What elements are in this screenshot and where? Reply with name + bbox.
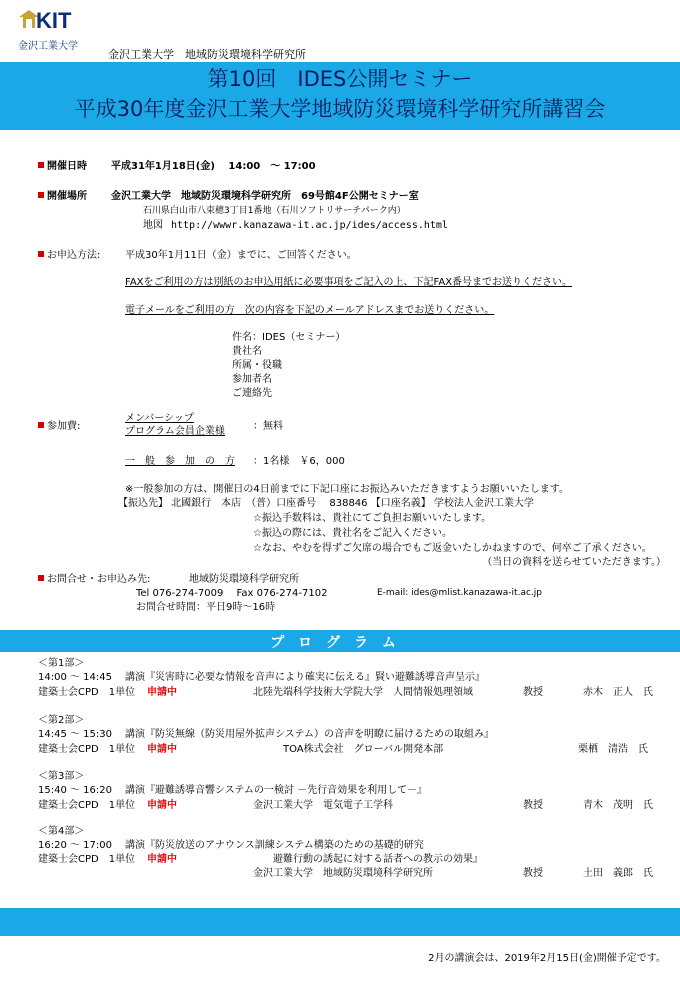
session-part: ＜第3部＞ [38, 771, 85, 782]
venue-row [38, 190, 87, 203]
session-lecture-line2: 避難行動の誘起に対する話者への教示の効果』 [273, 854, 483, 865]
kit-logo-jp: 金沢工業大学 [18, 41, 78, 52]
apply-deadline: 平成30年1月11日（金）までに、ご回答ください。 [125, 250, 357, 261]
session-lecture: 講演『避難誘導音響システムの一検討 －先行音効果を利用して－』 [125, 785, 428, 796]
session-lecture: 講演『防災無線（防災用屋外拡声システム）の音声を明瞭に届けるための取組み』 [125, 729, 494, 740]
venue-address: 石川県白山市八束穂3丁目1番地（石川ソフトリサーチパーク内） [143, 206, 406, 216]
apply-row [38, 249, 100, 262]
footer-next-event: 2月の講演会は、2019年2月15日(金)開催予定です。 [428, 953, 666, 964]
session-role: 教授 [523, 687, 543, 698]
fee-general-label: 一 般 参 加 の 方 [125, 456, 235, 467]
session-affiliation: TOA株式会社 グローバル開発本部 [283, 744, 444, 755]
fee-label: 参加費: [47, 421, 81, 432]
bullet-icon [38, 162, 44, 168]
session-cpd: 建築士会CPD 1単位 [38, 744, 136, 755]
fee-row [38, 420, 80, 433]
fee-member-line2: プログラム会員企業様 [125, 426, 225, 437]
bullet-icon [38, 192, 44, 198]
session-cpd: 建築士会CPD 1単位 [38, 800, 136, 811]
apply-field: 貴社名 [232, 346, 262, 357]
session-affiliation: 金沢工業大学 地域防災環境科学研究所 [253, 868, 433, 879]
session-status: 申請中 [147, 854, 177, 865]
session-affiliation: 金沢工業大学 電気電子工学科 [253, 800, 393, 811]
apply-field: ご連絡先 [232, 388, 272, 399]
session-time: 16:20 ～ 17:00 [38, 840, 112, 851]
venue-label: 開催場所 [47, 191, 87, 202]
session-role: 教授 [523, 868, 543, 879]
session-speaker: 土田 義郎 氏 [583, 868, 653, 879]
session-speaker: 赤木 正人 氏 [583, 687, 653, 698]
contact-tel: Tel 076-274-7009 Fax 076-274-7102 [136, 588, 328, 599]
bullet-icon [38, 422, 44, 428]
contact-label: お問合せ・お申込み先: [47, 574, 151, 585]
bottom-banner [0, 908, 680, 936]
fee-note: ☆なお、やむを得ずご欠席の場合でもご返金いたしかねますので、何卒ご了承ください。 [253, 543, 652, 554]
date-label: 開催日時 [47, 161, 87, 172]
fee-note: ※一般参加の方は、開催日の4日前までに下記口座にお振込みいただきますようお願いいたします。 [125, 484, 569, 495]
fee-note: （当日の資料を送らせていただきます。） [482, 557, 666, 568]
session-affiliation: 北陸先端科学技術大学院大学 人間情報処理領域 [253, 687, 473, 698]
session-time: 15:40 ～ 16:20 [38, 785, 112, 796]
session-part: ＜第2部＞ [38, 715, 85, 726]
session-cpd: 建築士会CPD 1単位 [38, 854, 136, 865]
venue-map-label: 地図 [143, 220, 163, 231]
session-part: ＜第4部＞ [38, 826, 85, 837]
fee-note: 【振込先】 北國銀行 本店 （普）口座番号 838846 【口座名義】 学校法人金沢工業大学 [118, 498, 534, 509]
venue-map-link[interactable]: http://wwwr.kanazawa-it.ac.jp/ides/access.html [171, 220, 448, 231]
org-name: 金沢工業大学 地域防災環境科学研究所 [108, 48, 306, 61]
contact-row [38, 573, 150, 586]
apply-label: お申込方法: [47, 250, 101, 261]
session-speaker: 栗栖 清浩 氏 [578, 744, 648, 755]
kit-logo: KIT [36, 8, 72, 33]
session-status: 申請中 [147, 744, 177, 755]
apply-email: 電子メールをご利用の方 次の内容を下記のメールアドレスまでお送りください。 [125, 305, 495, 316]
apply-field: 所属・役職 [232, 360, 282, 371]
page-title: 第10回 IDES公開セミナー [207, 67, 473, 91]
session-lecture: 講演『災害時に必要な情報を音声により確実に伝える』賢い避難誘導音声呈示』 [125, 672, 485, 683]
session-lecture: 講演『防災放送のアナウンス訓練システム構築のための基礎的研究 [125, 840, 424, 851]
date-row [38, 160, 87, 173]
apply-field: 件名：IDES（セミナー） [232, 332, 346, 343]
fee-member-line1: メンバーシップ [125, 413, 194, 424]
session-speaker: 青木 茂明 氏 [583, 800, 653, 811]
contact-email: E-mail: ides@mlist.kanazawa-it.ac.jp [377, 588, 542, 598]
session-cpd: 建築士会CPD 1単位 [38, 687, 136, 698]
session-status: 申請中 [147, 800, 177, 811]
fee-note: ☆振込の際には、貴社名をご記入ください。 [253, 528, 452, 539]
program-title: プログラム [270, 635, 410, 651]
fee-general-value: ：1名様 ￥6，000 [253, 456, 345, 467]
venue-value: 金沢工業大学 地域防災環境科学研究所 69号館4F公開セミナー室 [111, 191, 419, 202]
session-role: 教授 [523, 800, 543, 811]
apply-fax: FAXをご利用の方は別紙のお申込用紙に必要事項をご記入の上、下記FAX番号までお送りください。 [125, 277, 573, 288]
page-subtitle: 平成30年度金沢工業大学地域防災環境科学研究所講習会 [74, 97, 606, 121]
bullet-icon [38, 575, 44, 581]
fee-member-value: ：無料 [253, 421, 283, 432]
fee-note: ☆振込手数料は、貴社にてご負担お願いいたします。 [253, 513, 492, 524]
session-status: 申請中 [147, 687, 177, 698]
contact-hours: お問合せ時間：平日9時～16時 [136, 602, 276, 613]
session-time: 14:00 ～ 14:45 [38, 672, 112, 683]
apply-field: 参加者名 [232, 374, 272, 385]
session-part: ＜第1部＞ [38, 658, 85, 669]
date-value: 平成31年1月18日(金) 14:00 ～ 17:00 [111, 161, 316, 172]
bullet-icon [38, 251, 44, 257]
session-time: 14:45 ～ 15:30 [38, 729, 112, 740]
contact-org: 地域防災環境科学研究所 [189, 574, 299, 585]
